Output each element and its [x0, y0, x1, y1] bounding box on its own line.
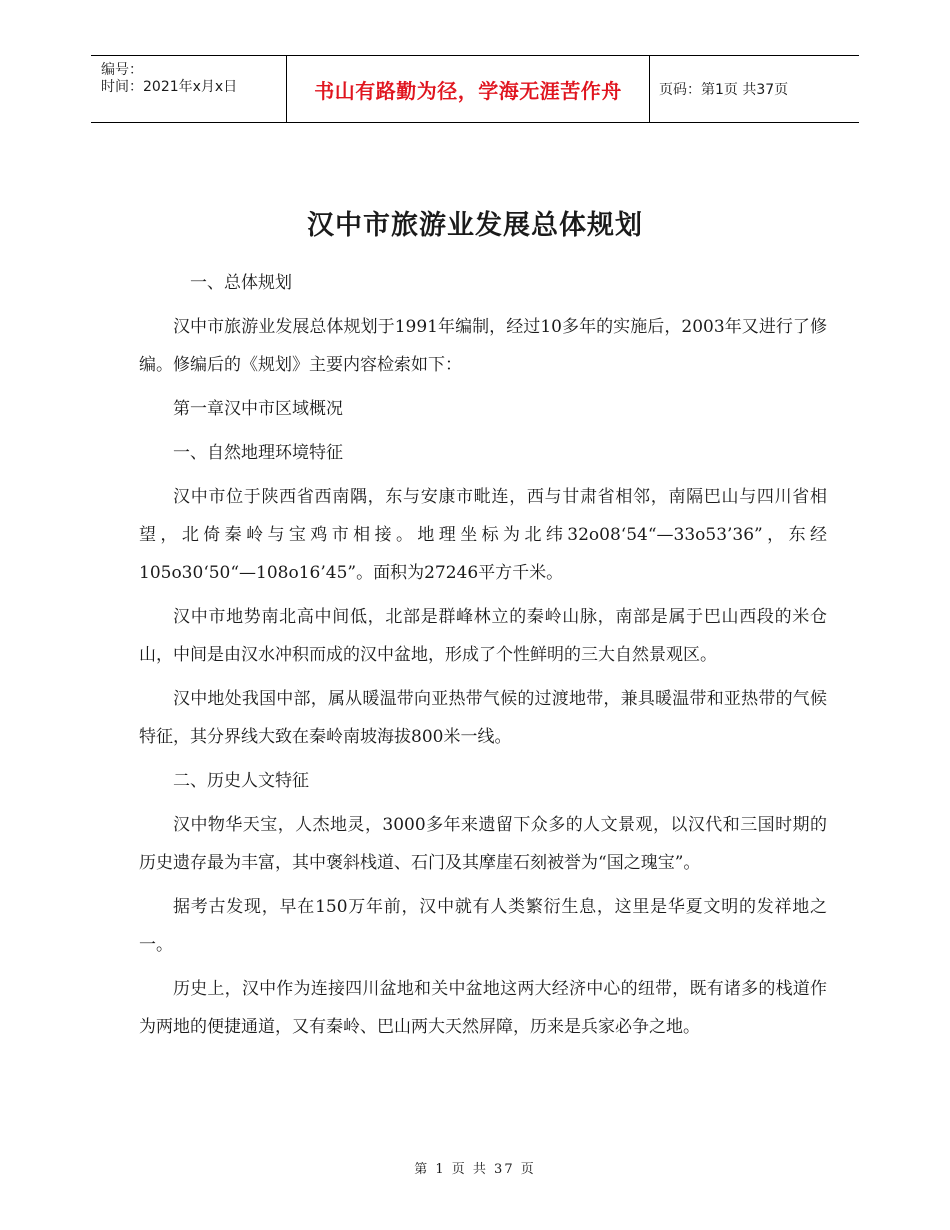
page-footer: 第 1 页 共 37 页 [414, 1162, 536, 1177]
section-heading: 二、历史人文特征 [173, 771, 309, 791]
header-meta-cell [91, 56, 287, 122]
paragraph: 汉中市旅游业发展总体规划于1991年编制，经过10多年的实施后，2003年又进行了修编。修编后的《规划》主要内容检索如下： [139, 317, 827, 375]
paragraph: 汉中地处我国中部，属从暖温带向亚热带气候的过渡地带，兼具暖温带和亚热带的气候特征，其分界线大致在秦岭南坡海拔800米一线。 [139, 689, 827, 747]
document-time-label: 时间：2021年x月x日 [101, 79, 238, 95]
section-heading: 一、总体规划 [190, 273, 292, 293]
header-page-info: 页码：第1页 共37页 [659, 82, 789, 98]
header-motto: 书山有路勤为径，学海无涯苦作舟 [314, 78, 622, 103]
document-title: 汉中市旅游业发展总体规划 [307, 210, 643, 241]
paragraph: 据考古发现，早在150万年前，汉中就有人类繁衍生息，这里是华夏文明的发祥地之一。 [139, 897, 827, 955]
paragraph: 汉中市地势南北高中间低，北部是群峰林立的秦岭山脉，南部是属于巴山西段的米仓山，中间是由汉水冲积而成的汉中盆地，形成了个性鲜明的三大自然景观区。 [139, 607, 827, 665]
paragraph: 汉中市位于陕西省西南隅，东与安康市毗连，西与甘肃省相邻，南隔巴山与四川省相望，北倚秦岭与宝鸡市相接。地理坐标为北纬32o08‘54“—33o53’36”，东经105o30‘50“—108o16’45”。面积为27246平方千米。 [139, 487, 827, 583]
document-number-label: 编号： [101, 62, 143, 78]
paragraph: 汉中物华天宝，人杰地灵，3000多年来遗留下众多的人文景观，以汉代和三国时期的历史遗存最为丰富，其中褒斜栈道、石门及其摩崖石刻被誉为“国之瑰宝”。 [139, 815, 827, 873]
document-header [91, 55, 859, 123]
document-body [139, 264, 827, 1052]
section-heading: 一、自然地理环境特征 [173, 443, 343, 463]
chapter-heading: 第一章汉中市区域概况 [173, 399, 343, 419]
header-motto-cell [287, 56, 650, 122]
paragraph: 历史上，汉中作为连接四川盆地和关中盆地这两大经济中心的纽带，既有诸多的栈道作为两地的便捷通道，又有秦岭、巴山两大天然屏障，历来是兵家必争之地。 [139, 979, 827, 1037]
